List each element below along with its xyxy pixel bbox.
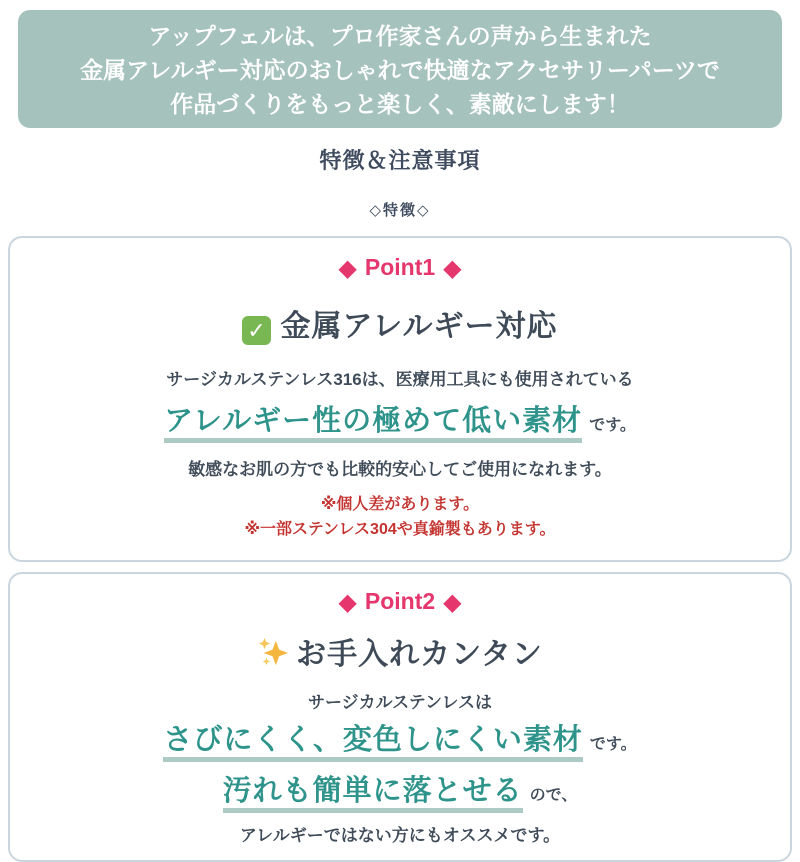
point2-body: アレルギーではない方にもオススメです。: [239, 826, 561, 845]
point2-highlight-2-suffix: ので、: [529, 787, 578, 804]
section-subtitle: ◇特徴◇: [369, 202, 431, 219]
point2-badge: [20, 588, 780, 617]
hero-banner: [18, 10, 782, 128]
diamond-icon: ◆: [338, 589, 357, 616]
point1-note-1: ※個人差があります。: [320, 496, 480, 513]
diamond-icon: ◆: [443, 589, 462, 616]
diamond-icon: ◆: [338, 255, 357, 282]
point1-badge: [20, 254, 780, 283]
point1-highlight-row: [20, 398, 780, 439]
point2-title-text: お手入れカンタン: [296, 638, 543, 671]
sparkles-icon: [257, 636, 289, 676]
point2-intro: サージカルステンレスは: [307, 693, 493, 712]
point2-title: [20, 629, 780, 676]
point1-title: [20, 301, 780, 345]
point1-badge-label: Point1: [364, 254, 436, 280]
point1-highlight: アレルギー性の極めて低い素材: [164, 405, 582, 443]
hero-line-3: 作品づくりをもっと楽しく、素敵にします！: [170, 91, 630, 117]
hero-line-2: 金属アレルギー対応のおしゃれで快適なアクセサリーパーツで: [80, 57, 720, 83]
point2-highlight-2: 汚れも簡単に落とせる: [223, 775, 523, 813]
section-title: 特徴＆注意事項: [319, 148, 481, 173]
point2-card: [8, 572, 792, 862]
point1-intro: サージカルステンレス316は、医療用工具にも使用されている: [166, 370, 634, 389]
hero-line-1: アップフェルは、プロ作家さんの声から生まれた: [148, 23, 652, 49]
point1-card: [8, 236, 792, 562]
point1-title-text: 金属アレルギー対応: [280, 310, 558, 343]
diamond-icon: ◆: [443, 255, 462, 282]
point2-highlight-row-2: [20, 768, 780, 809]
point2-highlight-1-suffix: です。: [589, 736, 637, 753]
point2-highlight-row-1: [20, 717, 780, 758]
point2-badge-label: Point2: [364, 588, 436, 614]
point2-highlight-1: さびにくく、変色しにくい素材: [163, 724, 582, 762]
point1-notes: [20, 492, 780, 542]
point1-note-2: ※一部ステンレス304や真鍮製もあります。: [244, 521, 556, 538]
check-icon: ✓: [242, 316, 271, 345]
point1-highlight-suffix: です。: [589, 417, 636, 434]
point1-body: 敏感なお肌の方でも比較的安心してご使用になれます。: [188, 460, 612, 479]
